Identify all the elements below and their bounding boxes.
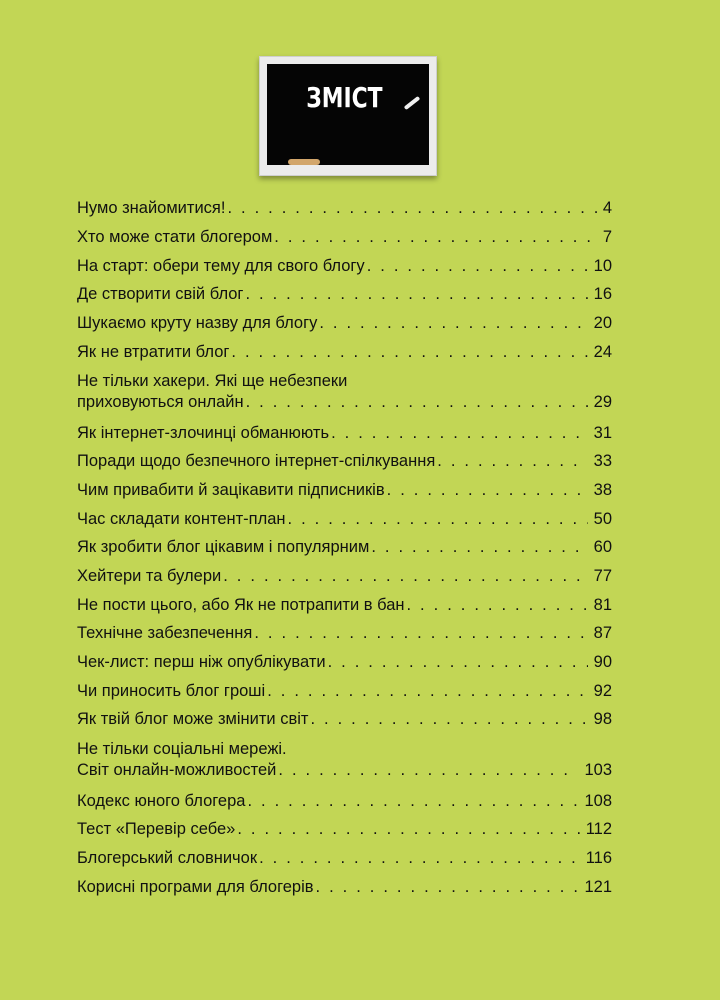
toc-entry[interactable]	[77, 509, 612, 530]
toc-entry-page: 50	[593, 510, 612, 528]
toc-entry[interactable]	[77, 284, 612, 305]
dot-leader	[237, 819, 579, 840]
toc-entry[interactable]	[77, 227, 612, 248]
toc-entry[interactable]	[77, 595, 612, 616]
toc-entry-title-line1: Не тільки соціальні мережі.	[77, 740, 287, 758]
dot-leader	[316, 877, 579, 898]
dot-leader	[387, 480, 588, 501]
toc-entry-page: 4	[602, 199, 612, 217]
toc-entry-title: Технічне забезпечення	[77, 624, 253, 642]
toc-entry-title: Світ онлайн-можливостей	[77, 761, 277, 779]
toc-entry-title: Корисні програми для блогерів	[77, 878, 314, 896]
page-title: ЗМІСТ	[306, 81, 383, 114]
toc-entry-page: 29	[593, 393, 612, 411]
toc-entry-page: 38	[593, 481, 612, 499]
toc-entry-page: 112	[585, 820, 612, 838]
toc-entry-title: Як не втратити блог	[77, 343, 230, 361]
toc-entry-title: Де створити свій блог	[77, 285, 244, 303]
toc-entry-title: Чек-лист: перш ніж опублікувати	[77, 653, 326, 671]
toc-entry-page: 77	[593, 567, 612, 585]
dot-leader	[245, 284, 587, 305]
dot-leader	[259, 848, 580, 869]
toc-entry-title: Кодекс юного блогера	[77, 792, 246, 810]
toc-entry[interactable]	[77, 342, 612, 363]
toc-entry-title: На старт: обери тему для свого блогу	[77, 257, 365, 275]
toc-entry[interactable]	[77, 313, 612, 334]
toc-entry[interactable]	[77, 739, 612, 781]
dot-leader	[274, 227, 597, 248]
toc-entry-page: 121	[584, 878, 612, 896]
toc-entry-page: 116	[585, 849, 612, 867]
toc-entry-title: Як твій блог може змінити світ	[77, 710, 309, 728]
toc-entry[interactable]	[77, 623, 612, 644]
toc-entry-page: 103	[584, 761, 612, 779]
dot-leader	[288, 509, 588, 530]
toc-entry-page: 90	[593, 653, 612, 671]
toc-entry[interactable]	[77, 819, 612, 840]
dot-leader	[247, 791, 578, 812]
dot-leader	[278, 760, 578, 781]
toc-entry[interactable]	[77, 371, 612, 413]
toc-entry-title: Як інтернет-злочинці обманюють	[77, 424, 330, 442]
toc-entry-page: 108	[584, 792, 612, 810]
toc-entry-page: 60	[593, 538, 612, 556]
dot-leader	[310, 709, 587, 730]
toc-entry-title: Нумо знайомитися!	[77, 199, 226, 217]
toc-entry[interactable]	[77, 848, 612, 869]
toc-entry[interactable]	[77, 480, 612, 501]
toc-entry[interactable]	[77, 198, 612, 219]
toc-entry-page: 31	[593, 424, 612, 442]
toc-entry-title: Блогерський словничок	[77, 849, 258, 867]
toc-entry-page: 87	[593, 624, 612, 642]
toc-entry-page: 81	[593, 596, 612, 614]
toc-entry-title: приховуються онлайн	[77, 393, 244, 411]
toc-entry-page: 98	[593, 710, 612, 728]
toc-entry-title: Поради щодо безпечного інтернет-спілкування	[77, 452, 436, 470]
dot-leader	[367, 256, 588, 277]
dot-leader	[223, 566, 587, 587]
dot-leader	[328, 652, 588, 673]
toc-entry-title: Чи приносить блог гроші	[77, 682, 266, 700]
toc-entry-page: 10	[593, 257, 612, 275]
toc-entry[interactable]	[77, 537, 612, 558]
toc-entry-page: 33	[593, 452, 612, 470]
toc-entry-page: 92	[593, 682, 612, 700]
dot-leader	[231, 342, 587, 363]
toc-entry[interactable]	[77, 652, 612, 673]
toc-entry-title-line1: Не тільки хакери. Які ще небезпеки	[77, 372, 348, 390]
dot-leader	[371, 537, 587, 558]
dot-leader	[267, 681, 587, 702]
dot-leader	[319, 313, 587, 334]
toc-entry-page: 7	[602, 228, 612, 246]
toc-entry-title: Хейтери та булери	[77, 567, 222, 585]
dot-leader	[437, 451, 587, 472]
toc-entry-title: Час складати контент-план	[77, 510, 286, 528]
toc-entry[interactable]	[77, 709, 612, 730]
toc-entry-title: Тест «Перевір себе»	[77, 820, 236, 838]
dot-leader	[246, 392, 588, 413]
toc-entry-title: Хто може стати блогером	[77, 228, 273, 246]
toc-entry-title: Шукаємо круту назву для блогу	[77, 314, 318, 332]
toc-entry[interactable]	[77, 423, 612, 444]
dot-leader	[254, 623, 587, 644]
toc-entry-page: 20	[593, 314, 612, 332]
toc-entry-title: Чим привабити й зацікавити підписників	[77, 481, 385, 499]
toc-entry-title: Не пости цього, або Як не потрапити в бан	[77, 596, 405, 614]
toc-entry[interactable]	[77, 256, 612, 277]
toc-entry[interactable]	[77, 877, 612, 898]
dot-leader	[331, 423, 588, 444]
dot-leader	[406, 595, 587, 616]
toc-entry[interactable]	[77, 791, 612, 812]
toc-entry-page: 24	[593, 343, 612, 361]
toc-entry-page: 16	[593, 285, 612, 303]
dot-leader	[227, 198, 596, 219]
toc-entry[interactable]	[77, 451, 612, 472]
toc-entry[interactable]	[77, 681, 612, 702]
toc-entry-title: Як зробити блог цікавим і популярним	[77, 538, 370, 556]
toc-entry[interactable]	[77, 566, 612, 587]
